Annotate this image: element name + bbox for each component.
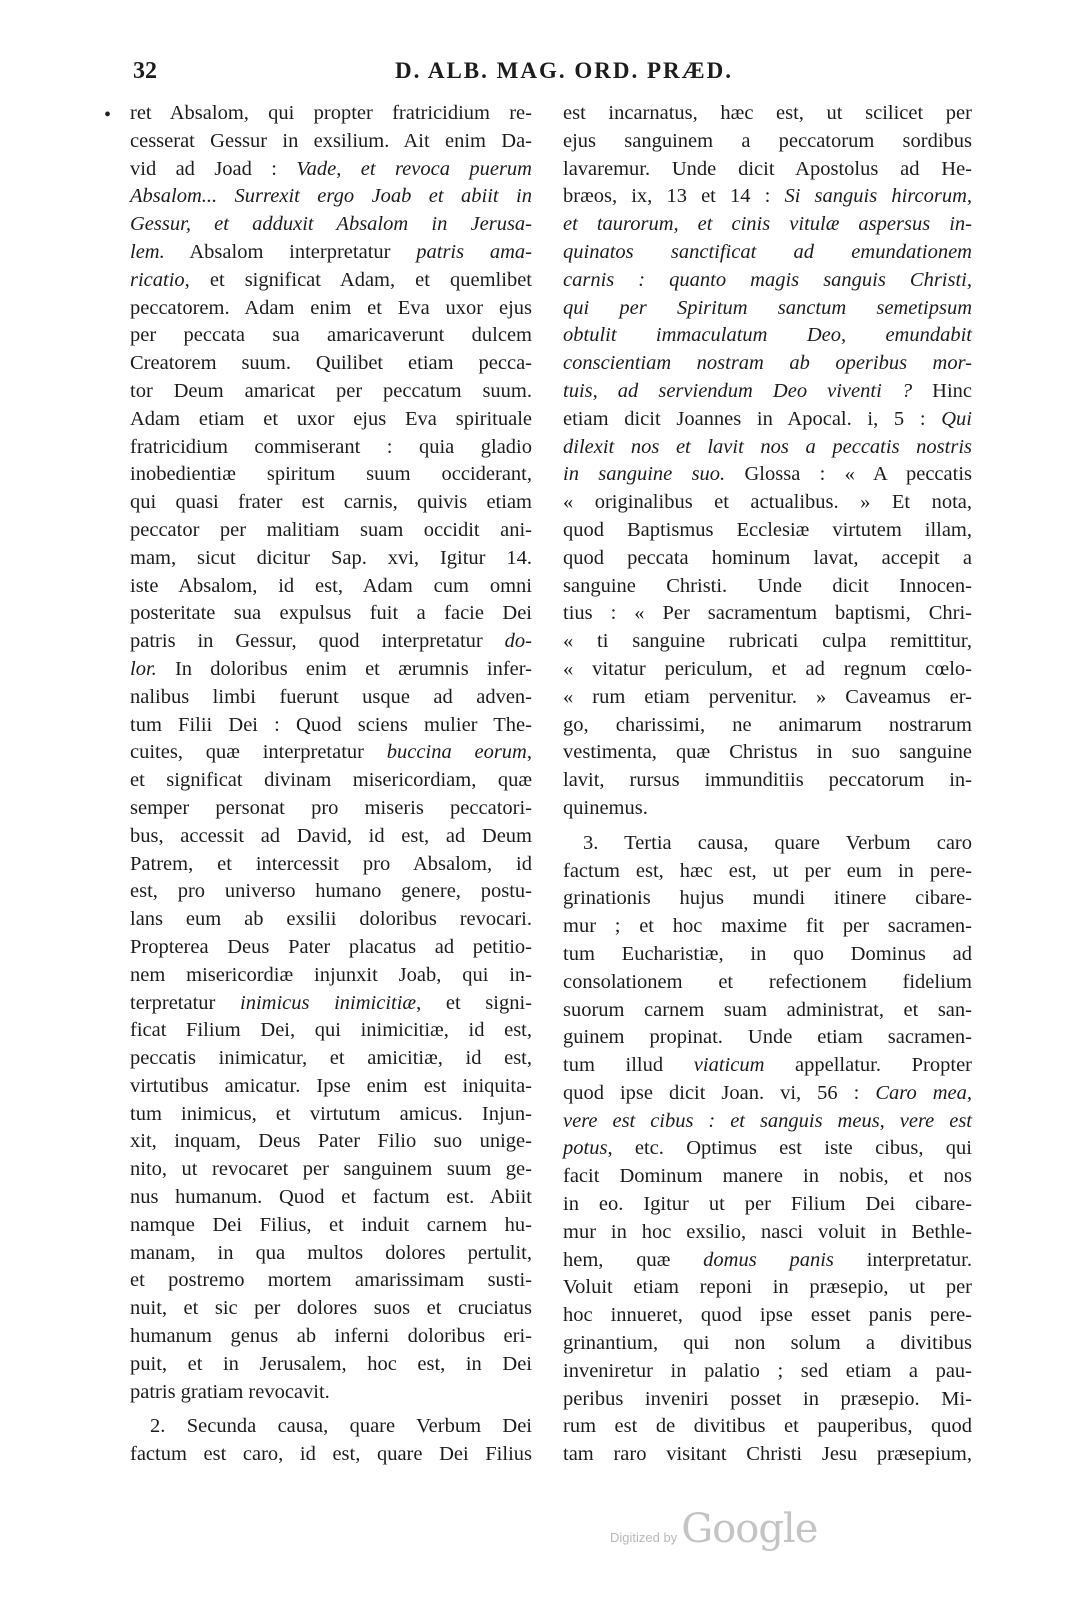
text-line: est incarnatus, hæc est, ut scilicet per xyxy=(563,102,972,124)
text-line: ejus sanguinem a peccatorum sordibus xyxy=(563,129,972,152)
text-line: qui quasi frater est carnis, quivis etiam xyxy=(130,491,532,514)
text-line: potus, etc. Optimus est iste cibus, qui xyxy=(563,1137,972,1160)
text-line: cuites, quæ interpretatur buccina eorum, xyxy=(130,741,532,764)
text-line: factum est caro, id est, quare Dei Filius xyxy=(130,1443,532,1466)
text-line: carnis : quanto magis sanguis Christi, xyxy=(563,268,972,291)
text-line: peccatorem. Adam enim et Eva uxor ejus xyxy=(130,296,532,319)
text-line: in eo. Igitur ut per Filium Dei cibare- xyxy=(563,1193,972,1216)
text-line: Voluit etiam reponi in præsepio, ut per xyxy=(563,1276,972,1299)
text-line: et significat divinam misericordiam, quæ xyxy=(130,769,532,792)
text-line: et taurorum, et cinis vitulæ aspersus in- xyxy=(563,213,972,236)
text-line: grinationis hujus mundi itinere cibare- xyxy=(563,887,972,910)
text-line: bus, accessit ad David, id est, ad Deum xyxy=(130,824,532,847)
text-line: ricatio, et significat Adam, et quemlibet xyxy=(130,268,532,291)
text-line: 3. Tertia causa, quare Verbum caro xyxy=(583,831,972,854)
text-line: lavit, rursus immunditiis peccatorum in- xyxy=(563,769,972,792)
text-line: lor. In doloribus enim et ærumnis infer- xyxy=(130,657,532,680)
text-line: patris gratiam revocavit. xyxy=(130,1380,330,1403)
text-line: tum inimicus, et virtutum amicus. Injun- xyxy=(130,1102,532,1125)
text-line: tuis, ad serviendum Deo viventi ? Hinc xyxy=(563,379,972,402)
text-line: obtulit immaculatum Deo, emundabit xyxy=(563,324,972,347)
text-line: nem misericordiæ injunxit Joab, qui in- xyxy=(130,963,532,986)
text-line: vestimenta, quæ Christus in suo sanguine xyxy=(563,741,972,764)
text-line: et postremo mortem amarissimam susti- xyxy=(130,1269,532,1292)
text-line: factum est, hæc est, ut per eum in pere- xyxy=(563,859,972,882)
text-line: tius : « Per sacramentum baptismi, Chri- xyxy=(563,602,972,625)
text-line: tum Eucharistiæ, in quo Dominus ad xyxy=(563,942,972,965)
right-column xyxy=(563,100,972,1469)
text-line: rum est de divitibus et pauperibus, quod xyxy=(563,1415,972,1438)
text-line: tum Filii Dei : Quod sciens mulier The- xyxy=(130,713,532,736)
text-line: ret Absalom, qui propter fratricidium re- xyxy=(130,102,532,124)
text-line: mur in hoc exsilio, nasci voluit in Bethle- xyxy=(563,1220,972,1243)
text-line: lem. Absalom interpretatur patris ama- xyxy=(130,240,532,263)
text-line: tum illud viaticum appellatur. Propter xyxy=(563,1054,972,1077)
text-line: quod Baptismus Ecclesiæ virtutem illam, xyxy=(563,518,972,541)
text-line: ficat Filium Dei, qui inimicitiæ, id est, xyxy=(130,1019,532,1042)
text-line: tam raro visitant Christi Jesu præsepium, xyxy=(563,1443,972,1466)
left-column xyxy=(130,100,532,1469)
text-line: quinatos sanctificat ad emundationem xyxy=(563,240,972,263)
text-line: posteritate sua expulsus fuit a facie Dei xyxy=(130,602,532,625)
margin-dot: • xyxy=(104,104,112,126)
text-line: peccatis inimicatur, et amicitiæ, id est, xyxy=(130,1047,532,1070)
text-line: terpretatur inimicus inimicitiæ, et signi- xyxy=(130,991,532,1014)
running-head: D. ALB. MAG. ORD. PRÆD. xyxy=(395,58,733,83)
text-line: per peccata sua amaricaverunt dulcem xyxy=(130,324,532,347)
text-line: mur ; et hoc maxime fit per sacramen- xyxy=(563,915,972,938)
text-line: dilexit nos et lavit nos a peccatis nostris xyxy=(563,435,972,458)
digitized-by-watermark xyxy=(610,1506,817,1552)
text-line: peribus inveniri posset in præsepio. Mi- xyxy=(563,1387,972,1410)
text-line: Creatorem suum. Quilibet etiam pecca- xyxy=(130,352,532,375)
text-line: semper personat pro miseris peccatori- xyxy=(130,796,532,819)
text-line: humanum genus ab inferni doloribus eri- xyxy=(130,1325,532,1348)
text-line: Adam etiam et uxor ejus Eva spirituale xyxy=(130,407,532,430)
text-line: Propterea Deus Pater placatus ad petitio- xyxy=(130,935,532,958)
text-line: bræos, ix, 13 et 14 : Si sanguis hircorum, xyxy=(563,185,972,208)
google-logo: Google xyxy=(681,1506,818,1552)
text-line: manam, in qua multos dolores pertulit, xyxy=(130,1241,532,1264)
text-line: quod peccata hominum lavat, accepit a xyxy=(563,546,972,569)
text-line: hoc innueret, quod ipse esset panis pere- xyxy=(563,1304,972,1327)
text-line: lans eum ab exsilii doloribus revocari. xyxy=(130,908,532,931)
text-line: etiam dicit Joannes in Apocal. i, 5 : Qui xyxy=(563,407,972,430)
digitized-label: Digitized by xyxy=(610,1530,678,1545)
text-line: in sanguine suo. Glossa : « A peccatis xyxy=(563,463,973,486)
text-line: Patrem, et intercessit pro Absalom, id xyxy=(130,852,532,875)
text-line: « vitatur periculum, et ad regnum cœlo- xyxy=(563,657,972,680)
text-line: suorum carnem suam administrat, et san- xyxy=(563,998,972,1021)
text-line: peccator per malitiam suam occidit ani- xyxy=(130,518,532,541)
text-line: mam, sicut dicitur Sap. xvi, Igitur 14. xyxy=(130,546,532,569)
text-line: vere est cibus : et sanguis meus, vere est xyxy=(563,1109,972,1132)
text-line: nuit, et sic per dolores suos et cruciatus xyxy=(130,1297,532,1320)
text-line: nus humanum. Quod et factum est. Abiit xyxy=(130,1186,532,1209)
text-line: namque Dei Filius, et induit carnem hu- xyxy=(130,1213,532,1236)
text-line: iste Absalom, id est, Adam cum omni xyxy=(130,574,532,597)
text-line: hem, quæ domus panis interpretatur. xyxy=(563,1248,972,1271)
text-line: inveniretur in palatio ; sed etiam a pau- xyxy=(563,1359,972,1382)
text-line: conscientiam nostram ab operibus mor- xyxy=(563,352,972,375)
text-line: consolationem et refectionem fidelium xyxy=(563,970,972,993)
text-line: puit, et in Jerusalem, hoc est, in Dei xyxy=(130,1352,532,1375)
text-line: virtutibus amicatur. Ipse enim est iniquita- xyxy=(130,1074,532,1097)
text-line: go, charissimi, ne animarum nostrarum xyxy=(563,713,972,736)
text-line: sanguine Christi. Unde dicit Innocen- xyxy=(563,574,972,597)
text-line: « rum etiam pervenitur. » Caveamus er- xyxy=(563,685,972,708)
text-line: fratricidium commiserant : quia gladio xyxy=(130,435,532,458)
text-line: patris in Gessur, quod interpretatur do- xyxy=(130,630,532,653)
text-line: est, pro universo humano genere, postu- xyxy=(130,880,532,903)
page-number: 32 xyxy=(133,58,157,84)
text-line: quinemus. xyxy=(563,796,648,819)
text-line: quod ipse dicit Joan. vi, 56 : Caro mea, xyxy=(563,1081,972,1104)
text-line: qui per Spiritum sanctum semetipsum xyxy=(563,296,972,319)
text-line: Gessur, et adduxit Absalom in Jerusa- xyxy=(130,213,532,236)
text-line: nito, ut revocaret per sanguinem suum ge- xyxy=(130,1158,532,1181)
text-line: grinantium, qui non solum a divitibus xyxy=(563,1332,972,1355)
text-line: facit Dominum manere in nobis, et nos xyxy=(563,1165,972,1188)
text-line: 2. Secunda causa, quare Verbum Dei xyxy=(150,1415,532,1438)
text-line: lavaremur. Unde dicit Apostolus ad He- xyxy=(563,157,972,180)
text-line: vid ad Joad : Vade, et revoca puerum xyxy=(130,157,532,180)
text-line: cesserat Gessur in exsilium. Ait enim Da- xyxy=(130,129,532,152)
text-line: guinem propinat. Unde etiam sacramen- xyxy=(563,1026,972,1049)
text-line: Absalom... Surrexit ergo Joab et abiit in xyxy=(130,185,532,208)
text-line: xit, inquam, Deus Pater Filio suo unige- xyxy=(130,1130,532,1153)
text-line: « originalibus et actualibus. » Et nota, xyxy=(563,491,972,514)
text-line: nalibus limbi fuerunt usque ad adven- xyxy=(130,685,532,708)
text-line: « ti sanguine rubricati culpa remittitur, xyxy=(563,630,972,653)
text-line: inobedientiæ spiritum suum occiderant, xyxy=(130,463,532,486)
text-line: tor Deum amaricat per peccatum suum. xyxy=(130,379,532,402)
